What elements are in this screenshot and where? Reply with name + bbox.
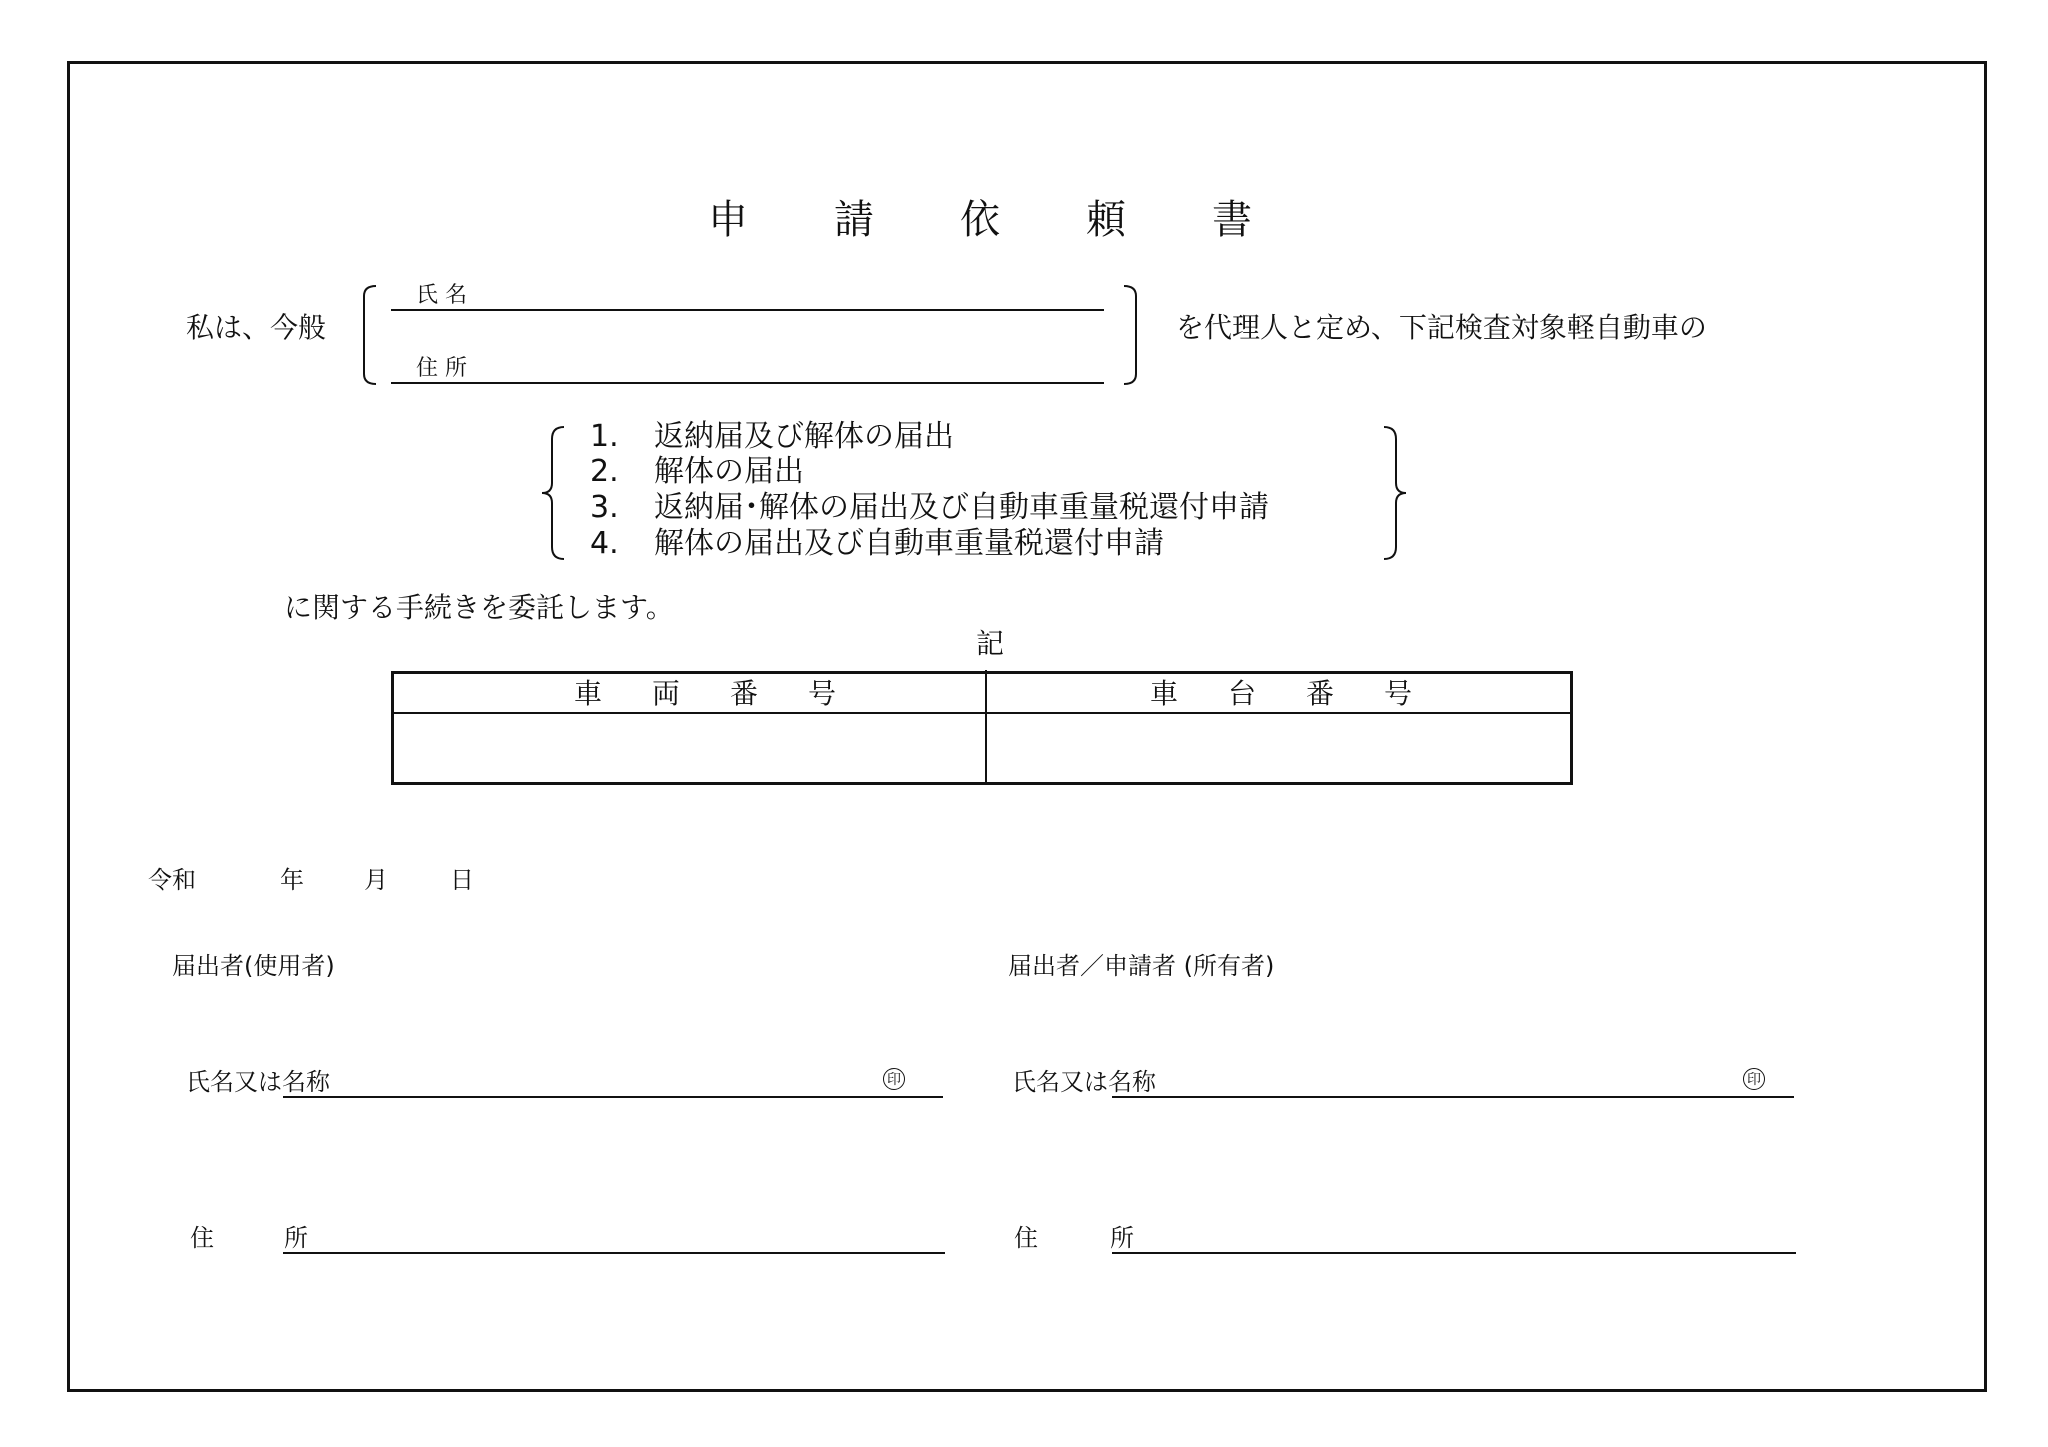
chassis-number-cell[interactable] [987,714,1570,782]
date-era: 令和 [148,866,196,894]
date-day: 日 [450,866,474,894]
agent-name-line[interactable] [391,309,1104,311]
header-char: 号 [808,677,837,710]
right-address-label-2: 所 [1110,1224,1134,1252]
title-char: 請 [834,197,874,243]
left-name-label: 氏名又は名称 [186,1068,330,1096]
vehicle-table [391,671,1573,785]
right-address-label-1: 住 [1014,1224,1038,1252]
option-3-text: 返納届･解体の届出及び自動車重量税還付申請 [654,490,1269,525]
agent-name-label: 氏 名 [416,283,467,308]
title-char: 申 [708,197,748,243]
option-2-text: 解体の届出 [654,454,804,489]
right-address-line[interactable] [1112,1252,1796,1254]
header-chassis-number [1150,677,1462,710]
intro-suffix: を代理人と定め、下記検査対象軽自動車の [1176,311,1707,344]
title-char: 依 [960,197,1000,243]
entrust-text: に関する手続きを委託します。 [284,591,674,624]
intro-prefix: 私は、今般 [186,311,327,344]
header-char: 車 [1150,677,1179,710]
title-char: 書 [1212,197,1252,243]
vehicle-number-cell[interactable] [394,714,985,782]
date-month: 月 [364,866,388,894]
header-char: 号 [1384,677,1413,710]
right-name-line[interactable] [1112,1096,1794,1098]
left-name-line[interactable] [283,1096,943,1098]
option-3-num: 3. [590,490,619,525]
form-title [708,197,1338,243]
agent-address-line[interactable] [391,382,1104,384]
header-char: 台 [1228,677,1257,710]
left-brace-agent [358,284,380,386]
right-brace-options [1380,425,1410,561]
header-char: 車 [574,677,603,710]
header-vehicle-number [574,677,886,710]
right-seal-mark: 印 [1743,1068,1765,1090]
right-name-label: 氏名又は名称 [1012,1068,1156,1096]
header-char: 両 [652,677,681,710]
option-4-num: 4. [590,526,619,561]
left-party-heading: 届出者(使用者) [172,952,335,980]
option-1-num: 1. [590,419,619,454]
right-party-heading: 届出者／申請者 (所有者) [1008,952,1275,980]
left-address-line[interactable] [283,1252,945,1254]
left-address-label-2: 所 [284,1224,308,1252]
left-seal-mark: 印 [883,1068,905,1090]
header-char: 番 [730,677,759,710]
option-1-text: 返納届及び解体の届出 [654,419,954,454]
agent-address-label: 住 所 [416,356,467,381]
option-2-num: 2. [590,454,619,489]
option-4-text: 解体の届出及び自動車重量税還付申請 [654,526,1164,561]
left-address-label-1: 住 [190,1224,214,1252]
left-brace-options [538,425,568,561]
ki-label: 記 [976,627,1005,660]
title-char: 頼 [1086,197,1126,243]
header-char: 番 [1306,677,1335,710]
right-brace-agent [1120,284,1142,386]
date-year: 年 [280,866,304,894]
